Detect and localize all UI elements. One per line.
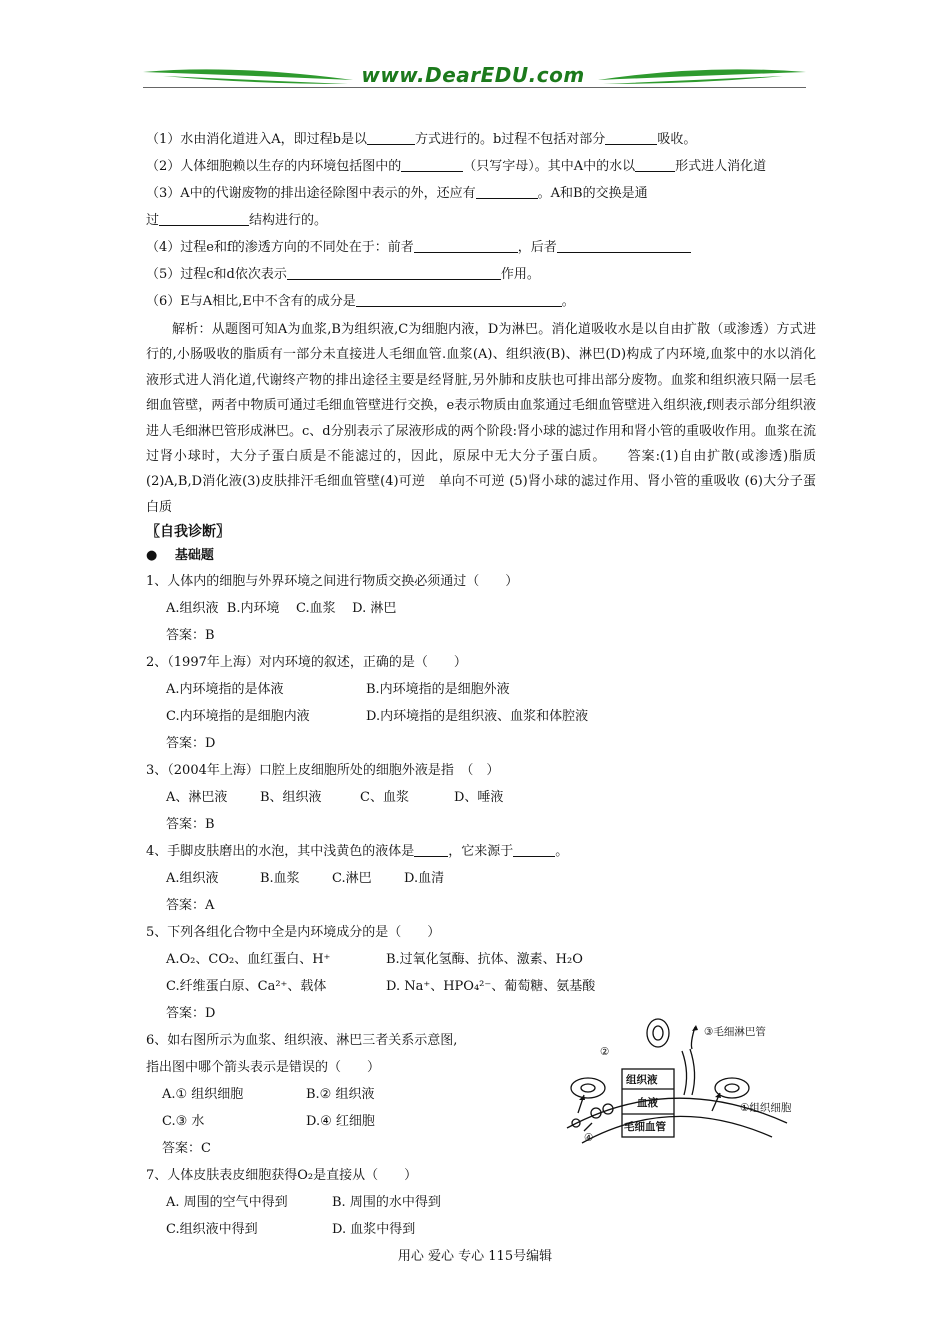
q-line-7: （6）E与A相比,E中不含有的成分是 。 (146, 294, 575, 309)
q3-answer: 答案：B (166, 817, 215, 833)
label-blood: 血液 (637, 1097, 658, 1109)
cell-nucleus (653, 1026, 663, 1040)
q3-options (146, 784, 816, 811)
page-footer: 用心 爱心 专心 115号编辑 (397, 1249, 553, 1264)
q4-answer: 答案：A (166, 898, 215, 914)
option: C.纤维蛋白原、Ca²⁺、载体 (166, 979, 327, 995)
q-line-4: 过 结构进行的。 (146, 213, 328, 228)
option: C、血浆 (360, 790, 409, 806)
q-line-6: （5）过程c和d依次表示 作用。 (146, 267, 540, 282)
option: C.内环境指的是细胞内液 (166, 709, 310, 725)
option: D. Na⁺、HPO₄²⁻、葡萄糖、氨基酸 (386, 979, 596, 995)
q5-answer: 答案：D (166, 1006, 216, 1022)
option: C.淋巴 (332, 871, 372, 887)
option: A.组织液 (166, 601, 219, 617)
label-four: ④ (584, 1132, 594, 1144)
site-title: www.DearEDU.com (361, 63, 585, 87)
q2-answer: 答案：D (166, 736, 216, 752)
q7-options-row1 (146, 1189, 816, 1216)
option: B.② 组织液 (306, 1087, 375, 1103)
option: B.内环境 (226, 601, 280, 617)
option: D.④ 红细胞 (306, 1114, 375, 1130)
q5-options-row2 (146, 973, 816, 1000)
option: A. 周围的空气中得到 (166, 1195, 288, 1211)
option: B.内环境指的是细胞外液 (366, 682, 510, 698)
q5-options-row1 (146, 946, 816, 973)
analysis-paragraph: 解析：从题图可知A为血浆,B为组织液,C为细胞内液，D为淋巴。消化道吸收水是以自由扩散（或渗透）方式进行的,小肠吸收的脂质有一部分未直接进人毛细血管.血浆(A)、组织液(B)、淋巴(D)构成了内环境,血浆中的水以消化液形式进人消化道,代谢终产物的排出途径主要是经肾脏,另外肺和皮肤也可排出部分废物。血浆和组织液只隔一层毛细血管壁，两者中物质可通过毛细血管壁进行交换，e表示物质由血浆通过毛细血管壁进入组织液,f则表示部分组织液进人毛细淋巴管形成淋巴。c、d分别表示了尿液形成的两个阶段:肾小球的滤过作用和肾小管的重吸收作用。血浆在流过肾小球时，大分子蛋白质是不能滤过的，因此，原尿中无大分子蛋白质。 答案:(1)自由扩散(或渗透)脂质(2)A,B,D消化液(3)皮肤排汗毛细血管壁(4)可逆 单向不可逆 (5)肾小球的滤过作用、肾小管的重吸收 (6)大分子蛋白质 (146, 322, 816, 515)
section-title: 〖自我诊断〗 (146, 524, 230, 541)
option: D、唾液 (454, 790, 504, 806)
option: D. 淋巴 (352, 601, 397, 617)
option: B、组织液 (260, 790, 322, 806)
option: B.过氧化氢酶、抗体、激素、H₂O (386, 952, 583, 968)
q-line-3: （3）A中的代谢废物的排出途径除图中表示的外，还应有 。A和B的交换是通 (146, 186, 648, 201)
page-header (143, 62, 806, 92)
q6-stem-1: 6、如右图所示为血浆、组织液、淋巴三者关系示意图, (146, 1033, 458, 1049)
lymph-vessel (682, 1051, 687, 1095)
q7-options-row2 (146, 1216, 816, 1243)
option: B.血浆 (260, 871, 300, 887)
label-capillary: 毛细血管 (624, 1121, 666, 1133)
q-line-2: （2）人体细胞赖以生存的内环境包括图中的 （只写字母）。其中A中的水以 形式进人消化道 (146, 159, 767, 174)
cell-outer (647, 1019, 669, 1047)
q2-stem: 2、（1997年上海）对内环境的叙述，正确的是（ ） (146, 655, 467, 671)
label-two: ② (600, 1046, 610, 1058)
option: A.① 组织细胞 (162, 1087, 244, 1103)
option: A.组织液 (166, 871, 219, 887)
q2-options-row2 (146, 703, 816, 730)
subsection-title: ● 基础题 (146, 548, 214, 564)
option: B. 周围的水中得到 (332, 1195, 441, 1211)
label-lymph-capillary: ③毛细淋巴管 (704, 1026, 766, 1038)
option: A.内环境指的是体液 (166, 682, 284, 698)
q-line-1: （1）水由消化道进入A，即过程b是以 方式进行的。b过程不包括对部分 吸收。 (146, 132, 697, 147)
body-fluid-diagram (562, 1013, 812, 1151)
q1-answer: 答案：B (166, 628, 215, 644)
capillary-wall-inner (582, 1116, 772, 1143)
q6-answer: 答案：C (162, 1141, 211, 1157)
option: D. 血浆中得到 (332, 1222, 416, 1238)
q5-stem: 5、下列各组化合物中全是内环境成分的是（ ） (146, 925, 441, 941)
q3-stem: 3、（2004年上海）口腔上皮细胞所处的细胞外液是指 （ ） (146, 763, 500, 779)
option: D.血清 (404, 871, 445, 887)
option: C.③ 水 (162, 1114, 205, 1130)
q1-stem: 1、人体内的细胞与外界环境之间进行物质交换必须通过（ ） (146, 574, 519, 590)
label-tissue-cell: ①组织细胞 (740, 1102, 792, 1114)
option: D.内环境指的是组织液、血浆和体腔液 (366, 709, 589, 725)
header-rule (143, 87, 806, 88)
option: C.组织液中得到 (166, 1222, 258, 1238)
q2-options-row1 (146, 676, 816, 703)
q4-stem: 4、手脚皮肤磨出的水泡，其中浅黄色的液体是 ，它来源于 。 (146, 844, 569, 860)
q7-stem: 7、人体皮肤表皮细胞获得O₂是直接从（ ） (146, 1168, 418, 1184)
q-line-5: （4）过程e和f的渗透方向的不同处在于：前者 ，后者 (146, 234, 816, 261)
option: A、淋巴液 (166, 790, 228, 806)
option: C.血浆 (296, 601, 336, 617)
q6-stem-2: 指出图中哪个箭头表示是错误的（ ） (146, 1060, 381, 1076)
q1-options (146, 595, 816, 622)
option: A.O₂、CO₂、血红蛋白、H⁺ (166, 952, 331, 968)
q4-options (146, 865, 816, 892)
label-tissue-fluid: 组织液 (626, 1074, 658, 1086)
